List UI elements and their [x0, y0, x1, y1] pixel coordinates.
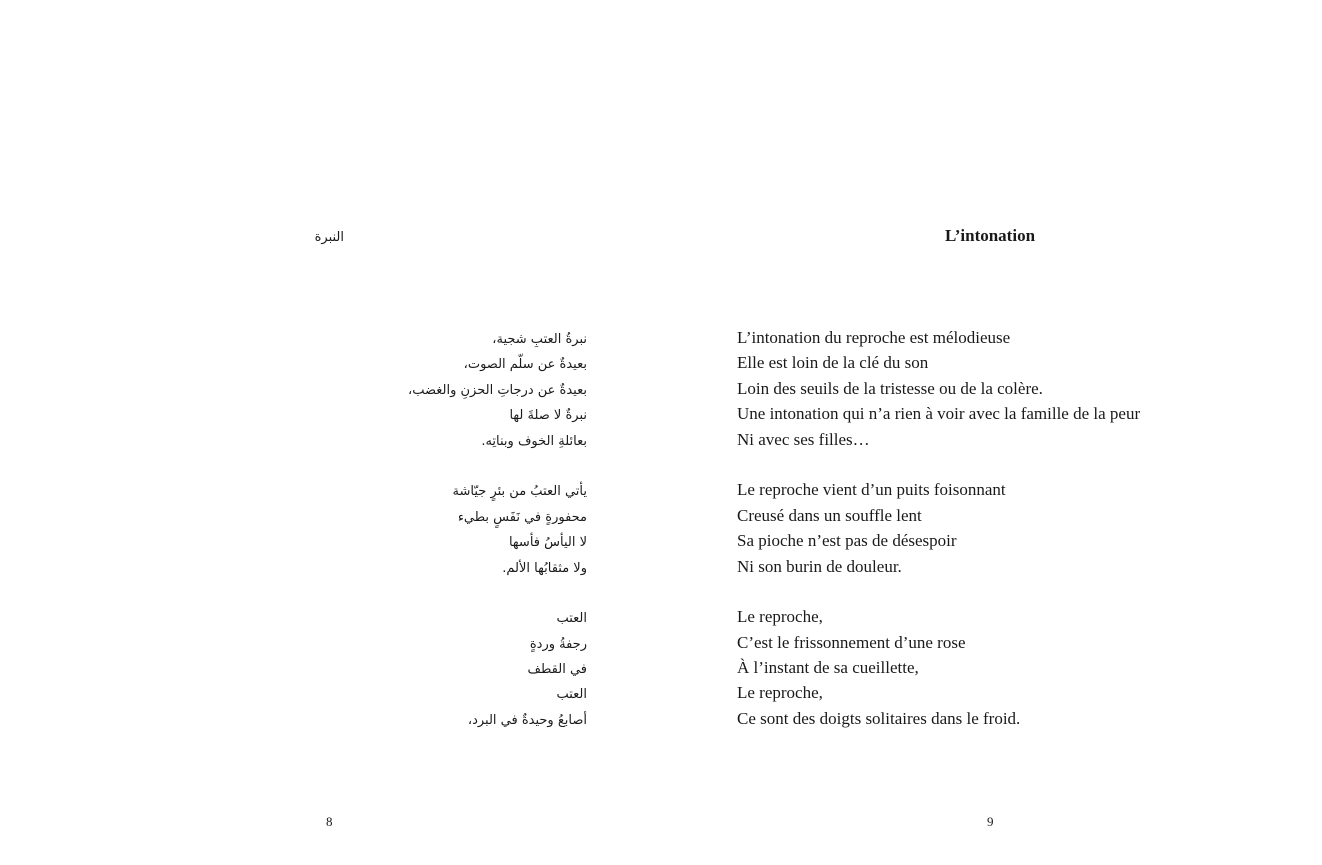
page-number-left: 8 [326, 814, 333, 829]
poem-line: Loin des seuils de la tristesse ou de la colère. [737, 378, 1043, 398]
french-stanza-3 [737, 604, 1297, 731]
arabic-poem-title: النبرة [314, 230, 344, 245]
poem-line: العتب [556, 611, 587, 627]
poem-line: يأتي العتبُ من بئرٍ جيّاشة [452, 484, 587, 500]
poem-line: Le reproche vient d’un puits foisonnant [737, 480, 1006, 500]
poem-line: Une intonation qui n’a rien à voir avec la famille de la peur [737, 404, 1141, 424]
poem-line: بعيدةٌ عن سلّم الصوت، [463, 357, 587, 373]
french-poem-title: L’intonation [944, 226, 1036, 245]
poem-line: ولا مثقابُها الألم. [502, 560, 587, 576]
poem-line: رجفةُ وردةٍ [529, 636, 587, 652]
poem-line: محفورةٍ في نَفَسٍ بطيء [457, 509, 587, 525]
poem-line: C’est le frissonnement d’une rose [737, 632, 966, 652]
french-stanza-1 [737, 325, 1297, 452]
poem-line: لا اليأسُ فأسها [508, 535, 587, 551]
poem-line: العتب [556, 687, 587, 703]
poem-line: Ni son burin de douleur. [737, 556, 902, 576]
poem-line: Creusé dans un souffle lent [737, 505, 922, 525]
poem-line: Le reproche, [737, 607, 823, 627]
arabic-stanza-2 [320, 479, 587, 581]
poem-line: Sa pioche n’est pas de désespoir [737, 531, 957, 551]
poem-line: L’intonation du reproche est mélodieuse [737, 328, 1011, 347]
french-poem [737, 325, 1297, 731]
arabic-stanza-3 [320, 606, 587, 733]
poem-line: Ni avec ses filles… [737, 429, 870, 449]
page-number-right: 9 [987, 814, 994, 829]
poem-line: نبرةُ العتبِ شجية، [492, 332, 587, 347]
poem-line: Ce sont des doigts solitaires dans le froid. [737, 708, 1021, 728]
poem-line: في القطف [527, 662, 587, 678]
poem-line: بعائلةِ الخوف وبناتِه. [481, 433, 587, 449]
poem-line: أصابعُ وحيدةٌ في البرد، [467, 712, 587, 728]
poem-line: نبرةٌ لا صلةَ لها [509, 408, 587, 424]
french-stanza-2 [737, 477, 1297, 579]
arabic-poem [320, 327, 587, 733]
poem-line: À l’instant de sa cueillette, [737, 658, 919, 678]
poem-line: بعيدةٌ عن درجاتِ الحزنِ والغضب، [408, 382, 587, 398]
poem-line: Le reproche, [737, 683, 823, 703]
arabic-stanza-1 [320, 327, 587, 454]
poem-line: Elle est loin de la clé du son [737, 353, 929, 373]
